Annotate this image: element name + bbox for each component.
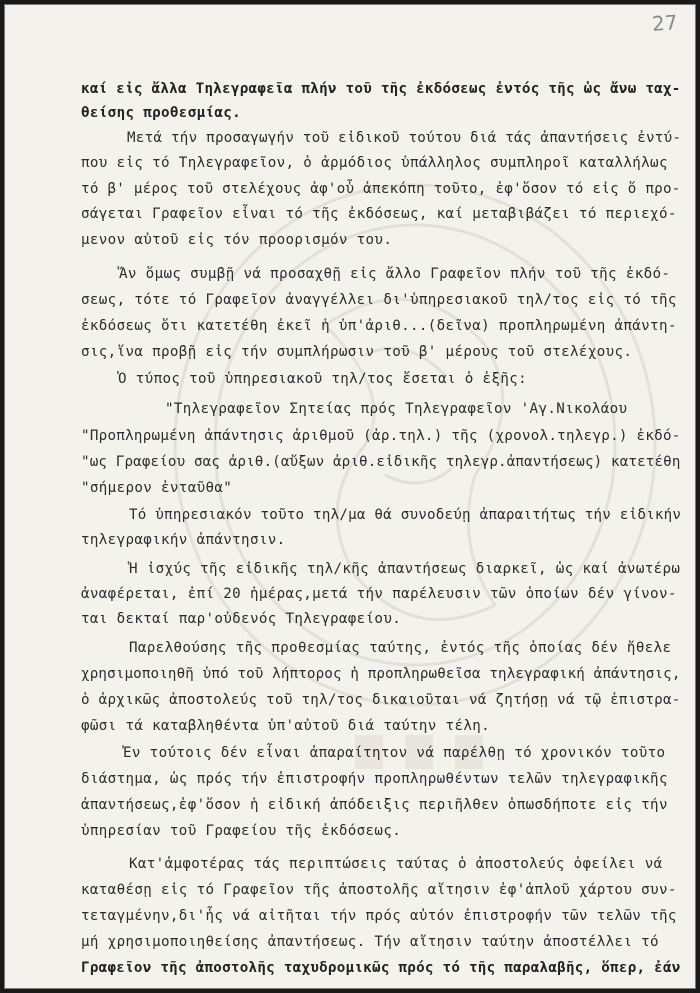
text-line: Τό ὑπηρεσιακόν τοῦτο τηλ/μα θά συνοδεύῃ ἀπαραιτήτως τήν εἰδικήν [129, 507, 682, 523]
text-line: Μετά τήν προσαγωγήν τοῦ εἰδικοῦ τούτου διά τάς ἀπαντήσεις ἐντύ- [127, 130, 682, 146]
text-line: τηλεγραφικήν ἀπάντησιν. [81, 532, 286, 548]
page-number: 27 [650, 10, 678, 36]
text-line: που εἰς τό Τηλεγραφεῖον, ὁ ἁρμόδιος ὑπάλληλος συμπληροῖ καταλλήλως [81, 155, 668, 171]
text-line: "Τηλεγραφεῖον Σητείας πρός Τηλεγραφεῖον 'Αγ.Νικολάου [165, 401, 628, 417]
text-line: καταθέσῃ εἰς τό Γραφεῖον τῆς ἀποστολῆς αἴτησιν ἐφ'ἁπλοῦ χάρτου συν- [81, 882, 677, 898]
text-line: τό β' μέρος τοῦ στελέχους ἀφ'οὗ ἀπεκόπη τοῦτο, ἐφ'ὅσον τό εἰς ὅ προ- [81, 181, 681, 197]
text-line: Κατ'ἀμφοτέρας τάς περιπτώσεις ταύτας ὁ ἀποστολεύς ὀφείλει νά [129, 856, 663, 872]
text-line: καί εἰς ἄλλα Τηλεγραφεῖα πλήν τοῦ τῆς ἐκδόσεως ἐντός τῆς ὡς ἄνω ταχ- [81, 81, 681, 97]
text-line: "Προπληρωμένη ἀπάντησις ἀριθμοῦ (ἀρ.τηλ.) τῆς (χρονολ.τηλεγρ.) ἐκδό- [81, 428, 681, 444]
text-line: διάστημα, ὡς πρός τήν ἐπιστροφήν προπληρωθέντων τελῶν τηλεγραφικῆς [81, 771, 668, 787]
text-line: σεως, τότε τό Γραφεῖον ἀναγγέλλει δι'ὑπηρεσιακοῦ τηλ/τος εἰς τό τῆς [81, 292, 677, 308]
text-line: ὑπηρεσίαν τοῦ Γραφείου τῆς ἐκδόσεως. [81, 823, 402, 839]
document-page [4, 4, 696, 989]
text-line: μή χρησιμοποιηθείσης ἀπαντήσεως. Τήν αἴτησιν ταύτην ἀποστέλλει τό [81, 934, 659, 950]
text-line: σις,ἵνα προβῇ εἰς τήν συμπλήρωσιν τοῦ β' μέρους τοῦ στελέχους. [81, 344, 633, 360]
text-line: μενον αὐτοῦ εἰς τόν προορισμόν του. [81, 232, 393, 248]
text-line: ἀναφέρεται, ἐπί 20 ἡμέρας,μετά τήν παρέλευσιν τῶν ὁποίων δέν γίνον- [81, 586, 677, 602]
text-line: "ως Γραφείου σας ἀριθ.(αὔξων ἀριθ.εἰδικῆς τηλεγρ.ἀπαντήσεως) κατετέθη [81, 454, 681, 470]
text-line: θείσης προθεσμίας. [81, 105, 242, 121]
text-line: φῶσι τά καταβληθέντα ὑπ'αὐτοῦ διά ταύτην τέλη. [81, 718, 491, 734]
text-line: σάγεται Γραφεῖον εἶναι τό τῆς ἐκδόσεως, καί μεταβιβάζει τό περιεχό- [81, 206, 677, 222]
text-line: Ἐν τούτοις δέν εἶναι ἀπαραίτητον νά παρέλθῃ τό χρονικόν τοῦτο [123, 745, 666, 761]
text-line: Γραφεῖον τῆς ἀποστολῆς ταχυδρομικῶς πρός τό τῆς παραλαβῆς, ὅπερ, ἐάν [81, 960, 681, 976]
text-line: Ἄν ὅμως συμβῇ νά προσαχθῇ εἰς ἄλλο Γραφεῖον πλήν τοῦ τῆς ἐκδό- [119, 266, 671, 282]
text-line: τεταγμένην,δι'ἧς νά αἰτῆται τήν πρός αὐτόν ἐπιστροφήν τῶν τελῶν τῆς [81, 908, 677, 924]
text-line: ἀπαντήσεως,ἐφ'ὅσον ἡ εἰδική ἀπόδειξις περιῆλθεν ὁπωσδήποτε εἰς τήν [81, 797, 668, 813]
text-line: ἐκδόσεως ὅτι κατετέθη ἐκεῖ ἡ ὑπ'ἀριθ...(δεῖνα) προπληρωμένη ἀπάντη- [81, 318, 677, 334]
text-line: Ἡ ἰσχύς τῆς εἰδικῆς τηλ/κῆς ἀπαντήσεως διαρκεῖ, ὡς καί ἀνωτέρω [129, 561, 681, 577]
text-line: χρησιμοποιηθῆ ὑπό τοῦ λήπτορος ἡ προπληρωθεῖσα τηλεγραφική ἀπάντησις, [81, 666, 681, 682]
text-line: Ὁ τύπος τοῦ ὑπηρεσιακοῦ τηλ/τος ἔσεται ὁ ἑξῆς: [118, 371, 528, 387]
text-line: "σήμερον ἐνταῦθα" [81, 480, 233, 496]
text-line: ὁ ἀρχικῶς ἀποστολεύς τοῦ τηλ/τος δικαιοῦται νά ζητήσῃ νά τῷ ἐπιστρα- [81, 692, 681, 708]
text-line: ται δεκταί παρ'οὐδενός Τηλεγραφείου. [81, 611, 402, 627]
text-line: Παρελθούσης τῆς προθεσμίας ταύτης, ἐντός τῆς ὁποίας δέν ἤθελε [129, 640, 672, 656]
